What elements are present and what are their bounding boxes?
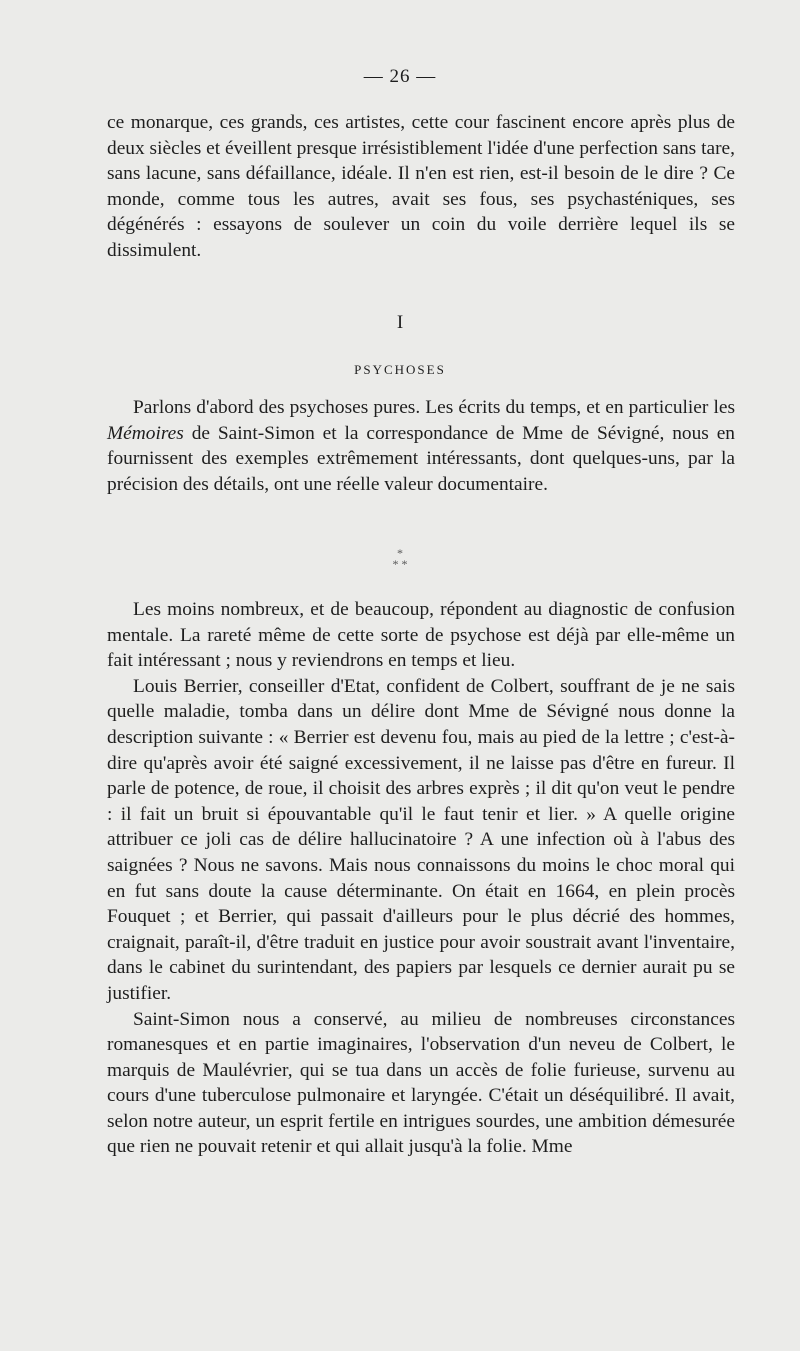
asterism-separator bbox=[0, 548, 800, 570]
section-title: PSYCHOSES bbox=[354, 362, 446, 377]
page-number: — 26 — bbox=[363, 66, 437, 87]
section-number: I bbox=[396, 312, 404, 333]
section-intro-after: de Saint-Simon et la correspondance de Mme de Sévigné, nous en fournissent des exemples extrêmement intéressants, dont quelques-uns, par la précision des détails, ont une réelle valeur documentaire. bbox=[107, 422, 735, 495]
body-paragraph: Saint-Simon nous a conservé, au milieu de nombreuses circonstances romanesques et en partie imaginaires, l'observation d'un neveu de Colbert, le marquis de Maulévrier, qui se tua dans un accès de folie furieuse, survenu au cours d'une tuberculose pulmonaire et laryngée. C'était un déséquilibré. Il avait, selon notre auteur, un esprit fertile en intrigues sourdes, une ambition démesurée que rien ne pouvait retenir et qui allait jusqu'à la folie. Mme bbox=[107, 1008, 735, 1158]
intro-text bbox=[107, 110, 735, 264]
intro-paragraph: ce monarque, ces grands, ces artistes, cette cour fascinent encore après plus de deux siècles et éveillent presque irrésistiblement l'idée d'une perfection sans tare, sans lacune, sans défaillance, idéale. Il n'en est rien, est-il besoin de le dire ? Ce monde, comme tous les autres, avait ses fous, ses psychasténiques, ses dégénérés : essayons de soulever un coin du voile derrière lequel ils se dissimulent. bbox=[107, 112, 735, 261]
body-paragraph: Les moins nombreux, et de beaucoup, répondent au diagnostic de confusion mentale. La rareté même de cette sorte de psychose est déjà par elle-même un fait intéressant ; nous y reviendrons en temps et lieu. bbox=[107, 599, 735, 672]
asterism-top: * bbox=[397, 546, 403, 560]
section-intro bbox=[107, 395, 735, 497]
section-intro-italic: Mémoires bbox=[107, 422, 184, 444]
asterism-bottom: * * bbox=[392, 557, 408, 571]
section-intro-paragraph bbox=[107, 395, 735, 497]
section-intro-before: Parlons d'abord des psychoses pures. Les écrits du temps, et en particulier les bbox=[133, 397, 735, 418]
body-text bbox=[107, 597, 735, 1160]
body-paragraph: Louis Berrier, conseiller d'Etat, confident de Colbert, souffrant de je ne sais quelle maladie, tomba dans un délire dont Mme de Sévigné nous donne la description suivante : « Berrier est devenu fou, mais au pied de la lettre ; c'est-à-dire qu'après avoir été saigné excessivement, il ne laisse pas d'être en fureur. Il parle de potence, de roue, il choisit des arbres exprès ; il dit qu'on veut le pendre : il fait un bruit si épouvantable qu'il le faut tenir et lier. » A quelle origine attribuer ce joli cas de délire hallucinatoire ? A une infection où à l'abus des saignées ? Nous ne savons. Mais nous connaissons du moins le choc moral qui en fut sans doute la cause déterminante. On était en 1664, en plein procès Fouquet ; et Berrier, qui passait d'ailleurs pour le plus décrié des hommes, craignait, paraît-il, d'être traduit en justice pour avoir soustrait avant l'inventaire, dans le cabinet du surintendant, des papiers par lesquels ce dernier aurait pu se justifier. bbox=[107, 675, 735, 1004]
